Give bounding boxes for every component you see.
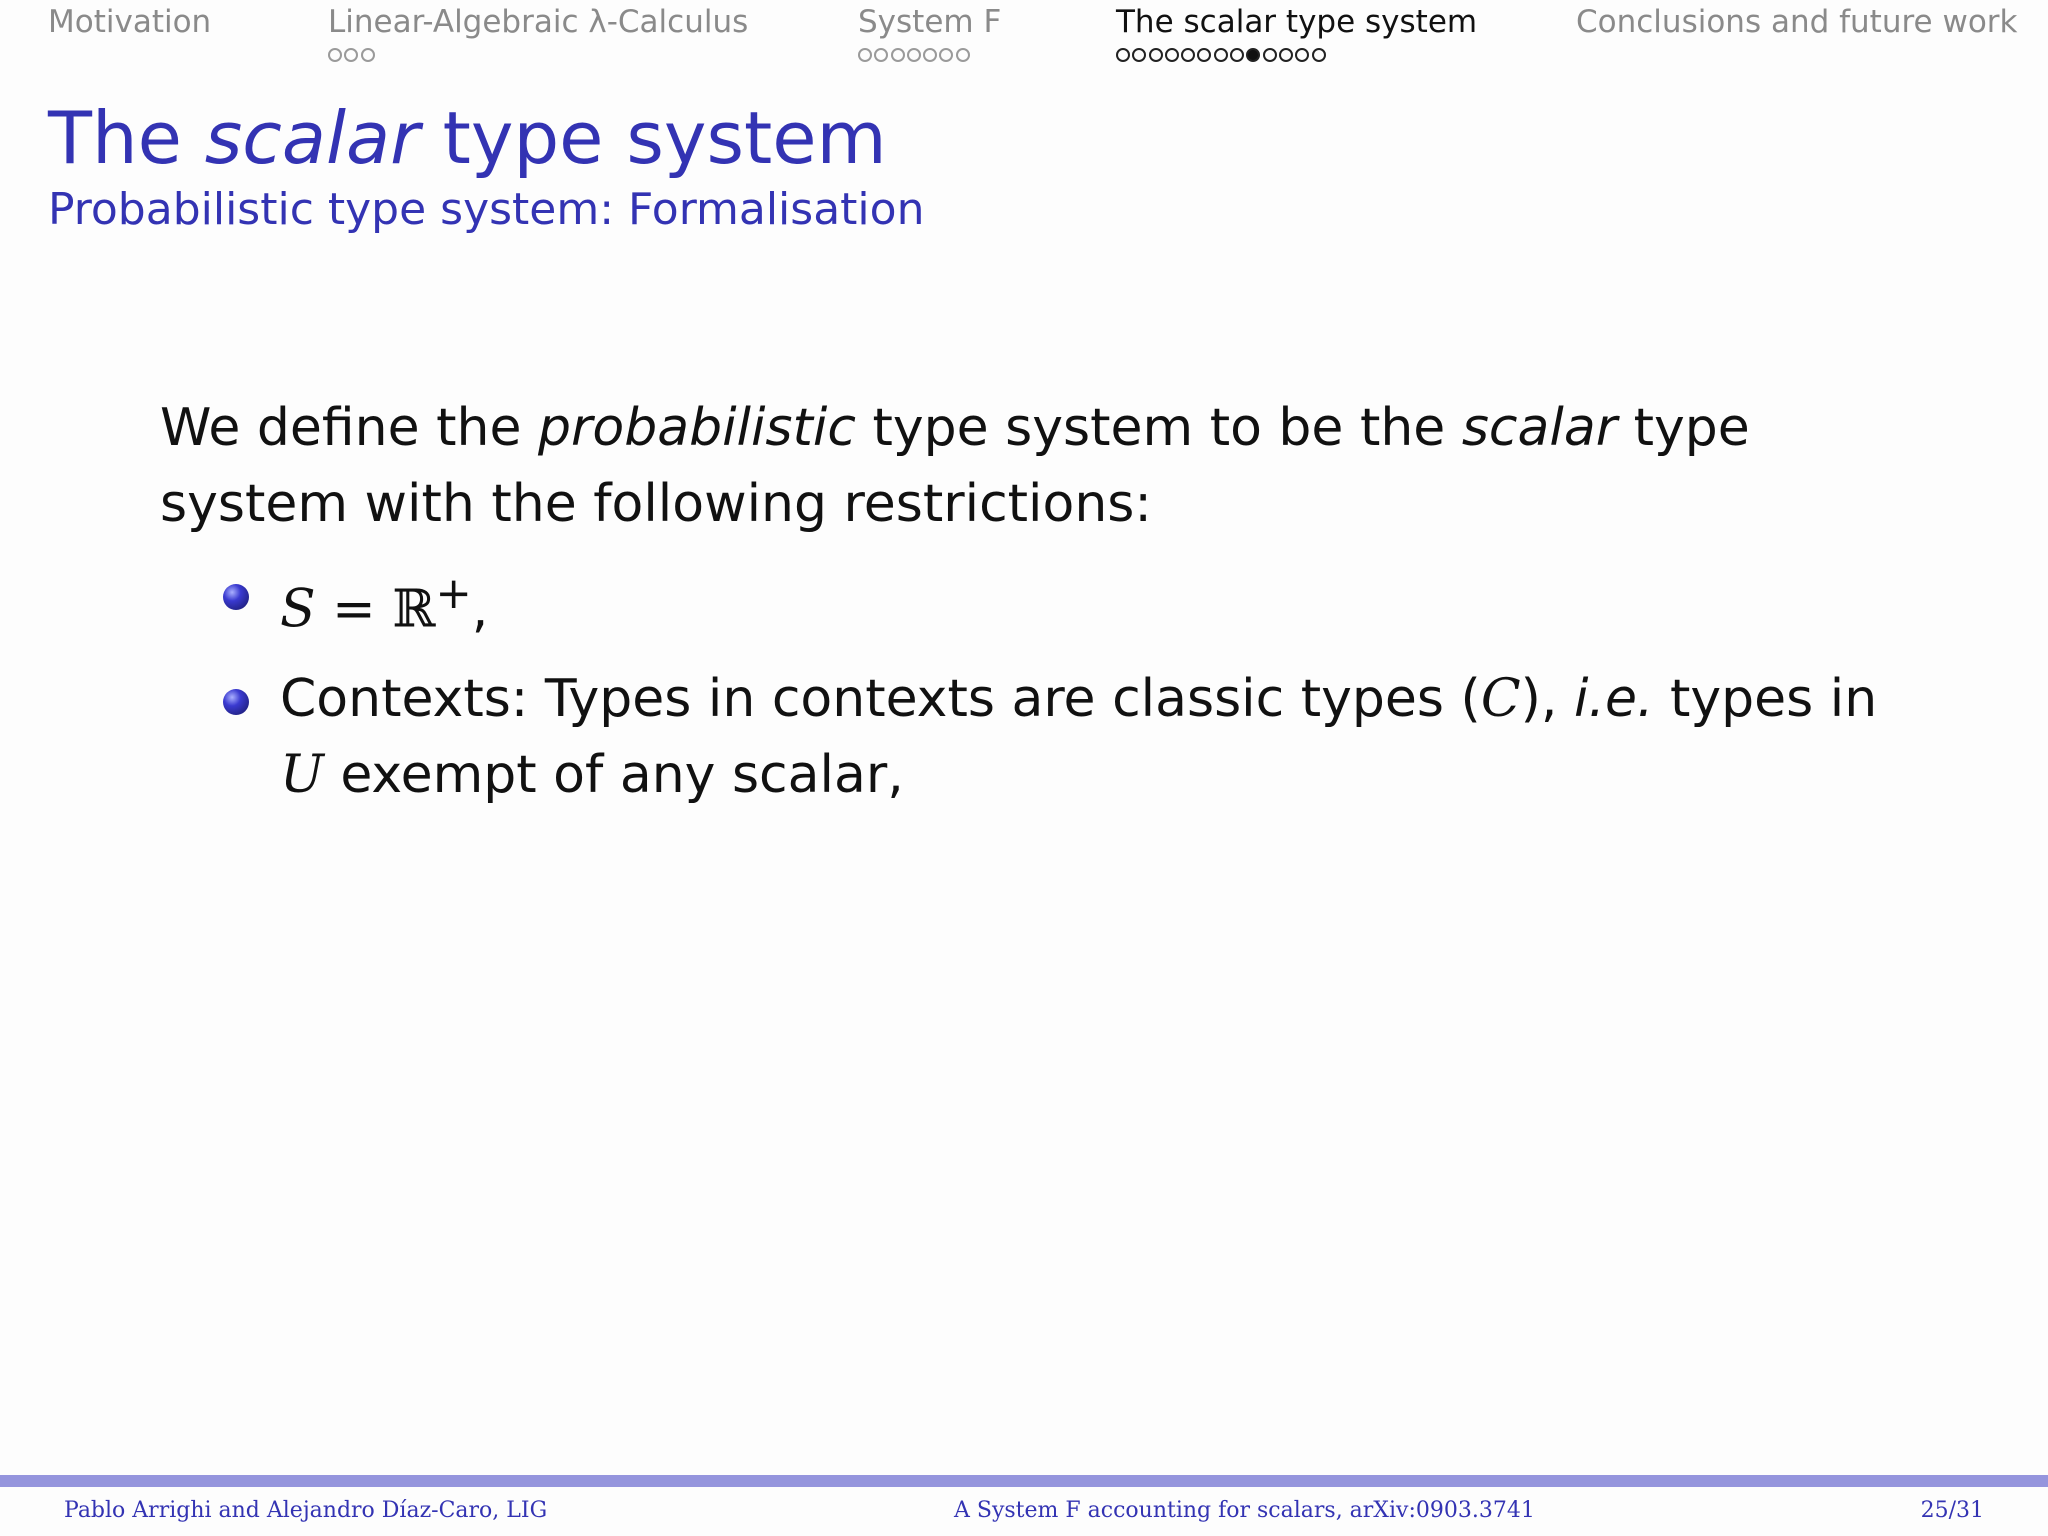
text-run: exempt of any scalar, bbox=[323, 745, 904, 806]
nav-section-label[interactable]: Conclusions and future work bbox=[1576, 4, 2018, 40]
footer-authors: Pablo Arrighi and Alejandro Díaz-Caro, LIG bbox=[64, 1498, 548, 1523]
frame-dot[interactable] bbox=[1165, 48, 1179, 62]
frame-bullets bbox=[858, 46, 1001, 64]
frame-dot[interactable] bbox=[891, 48, 905, 62]
nav-section-label[interactable]: The scalar type system bbox=[1116, 4, 1478, 40]
frame-dot[interactable] bbox=[1197, 48, 1211, 62]
intro-paragraph bbox=[160, 390, 1880, 542]
title-part: type system bbox=[419, 96, 887, 180]
frame-dot[interactable] bbox=[956, 48, 970, 62]
frame-dot[interactable] bbox=[1149, 48, 1163, 62]
nav-section-motivation[interactable] bbox=[48, 2, 211, 64]
frame-dot[interactable] bbox=[907, 48, 921, 62]
footer-paper-title: A System F accounting for scalars, arXiv:0903.3741 bbox=[954, 1498, 1535, 1523]
frame-dot[interactable] bbox=[923, 48, 937, 62]
frame-bullets bbox=[48, 46, 211, 64]
page-subtitle: Probabilistic type system: Formalisation bbox=[48, 184, 925, 235]
math-superscript: + bbox=[435, 569, 472, 619]
frame-dot[interactable] bbox=[1230, 48, 1244, 62]
text-run: We define the bbox=[160, 398, 538, 458]
frame-dot[interactable] bbox=[1132, 48, 1146, 62]
list-item bbox=[160, 661, 1880, 813]
text-run: , bbox=[471, 579, 489, 640]
emphasis: i.e. bbox=[1573, 669, 1654, 730]
text-run: ), bbox=[1520, 669, 1574, 730]
frame-dot[interactable] bbox=[1214, 48, 1228, 62]
math-symbol-u: U bbox=[280, 745, 324, 806]
frame-dot[interactable] bbox=[1279, 48, 1293, 62]
frame-dot[interactable] bbox=[1312, 48, 1326, 62]
text-run: Contexts: Types in contexts are classic types ( bbox=[280, 669, 1481, 730]
current-frame-dot[interactable] bbox=[1246, 48, 1260, 62]
bullet-icon bbox=[223, 584, 249, 610]
math-equals: = bbox=[315, 579, 393, 640]
slide-body bbox=[160, 390, 1880, 827]
bullet-icon bbox=[223, 689, 249, 715]
nav-section-conclusions[interactable] bbox=[1576, 2, 2018, 64]
frame-bullets bbox=[1576, 46, 2018, 64]
frame-dot[interactable] bbox=[1295, 48, 1309, 62]
emphasis: probabilistic bbox=[538, 398, 856, 458]
math-reals: ℝ bbox=[392, 579, 436, 640]
frame-dot[interactable] bbox=[939, 48, 953, 62]
nav-section-scalar-type-system[interactable] bbox=[1116, 2, 1477, 64]
math-symbol-c: C bbox=[1480, 669, 1521, 730]
frame-bullets bbox=[1116, 46, 1477, 64]
frame-bullets bbox=[328, 46, 748, 64]
frame-dot[interactable] bbox=[1181, 48, 1195, 62]
math-symbol-s: S bbox=[280, 579, 316, 640]
footer-page-number: 25/31 bbox=[1920, 1498, 1984, 1523]
frame-dot[interactable] bbox=[1116, 48, 1130, 62]
nav-section-system-f[interactable] bbox=[858, 2, 1001, 64]
footer-divider bbox=[0, 1475, 2048, 1487]
page-title bbox=[48, 96, 887, 180]
title-emphasis: scalar bbox=[204, 96, 420, 180]
text-run: type system with the following restrictions: bbox=[160, 398, 1750, 534]
nav-section-label[interactable]: Linear-Algebraic λ-Calculus bbox=[328, 4, 749, 40]
section-navigation bbox=[0, 0, 2048, 80]
frame-dot[interactable] bbox=[1263, 48, 1277, 62]
nav-section-label[interactable]: Motivation bbox=[48, 4, 212, 40]
frame-dot[interactable] bbox=[858, 48, 872, 62]
nav-section-label[interactable]: System F bbox=[858, 4, 1002, 40]
text-run: type system to be the bbox=[855, 398, 1462, 458]
frame-dot[interactable] bbox=[328, 48, 342, 62]
frame-dot[interactable] bbox=[344, 48, 358, 62]
title-part: The bbox=[48, 96, 205, 180]
frame-dot[interactable] bbox=[874, 48, 888, 62]
nav-section-linear-algebraic[interactable] bbox=[328, 2, 748, 64]
list-item bbox=[160, 556, 1880, 647]
emphasis: scalar bbox=[1461, 398, 1618, 458]
frame-dot[interactable] bbox=[361, 48, 375, 62]
restriction-list bbox=[160, 556, 1880, 813]
text-run: types in bbox=[1653, 669, 1878, 730]
